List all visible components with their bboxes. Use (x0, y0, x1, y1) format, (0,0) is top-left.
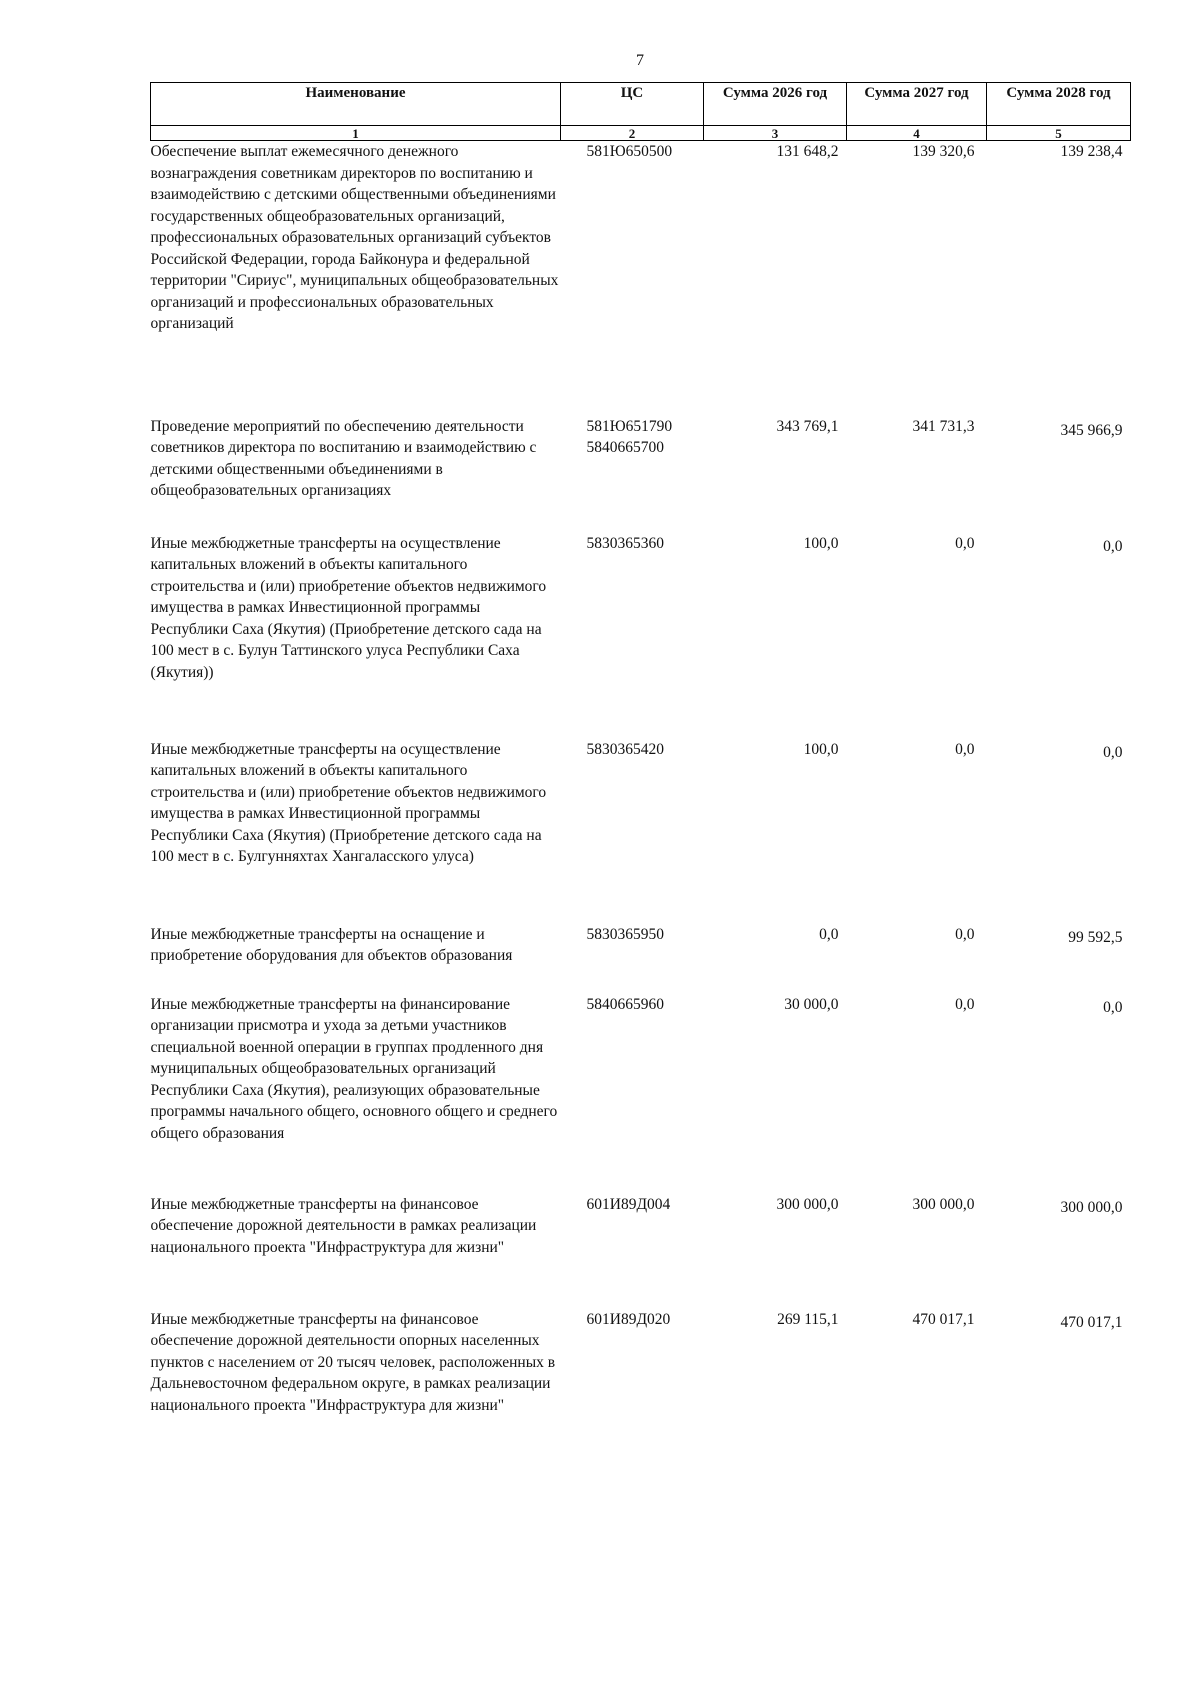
table-row (151, 739, 1131, 924)
row-sum-2026: 0,0 (819, 925, 839, 943)
row-sum-2026: 343 769,1 (776, 417, 839, 435)
column-header-name: Наименование (151, 83, 561, 126)
row-name: Иные межбюджетные трансферты на оснащение и приобретение оборудования для объектов образования (150, 925, 513, 964)
row-cs-code: 581Ю650500 (586, 143, 673, 160)
table-header-row (151, 83, 1131, 126)
row-sum-2027: 139 320,6 (912, 143, 975, 160)
row-cs-code: 601И89Д020 (586, 1310, 671, 1328)
row-name: Иные межбюджетные трансферты на осуществление капитальных вложений в объекты капитального строительства и (или) приобретение объектов недвижимого имущества в рамках Инвестиционной программы Республики Саха (Якутия) (Приобретение детского сада на 100 мест в с. Булун Таттинского улуса Республики Саха (Якутия)) (150, 534, 547, 681)
table-row (151, 924, 1131, 994)
row-name: Иные межбюджетные трансферты на финансирование организации присмотра и ухода за детьми участников специальной военной операции в группах продленного дня муниципальных общеобразовательных организаций Республики Саха (Якутия), реализующих образовательные программы начального общего, основного общего и среднего общего образования (150, 995, 558, 1142)
row-sum-2028: 345 966,9 (1060, 421, 1123, 439)
row-sum-2028: 300 000,0 (1060, 1198, 1123, 1216)
row-sum-2027: 300 000,0 (912, 1195, 975, 1213)
table-row (151, 533, 1131, 739)
column-header-cs: ЦС (561, 83, 704, 126)
row-sum-2026: 100,0 (803, 740, 839, 758)
row-sum-2027: 0,0 (955, 925, 975, 943)
row-cs-code: 5830365360 (586, 534, 664, 552)
budget-table (150, 82, 1131, 1449)
row-cs-code: 601И89Д004 (586, 1195, 671, 1213)
column-header-2028: Сумма 2028 год (987, 83, 1131, 126)
row-sum-2028: 470 017,1 (1060, 1313, 1123, 1331)
column-number: 4 (847, 126, 987, 141)
column-number: 2 (561, 126, 704, 141)
row-cs-code: 5830365950 (586, 925, 664, 943)
column-number: 3 (704, 126, 847, 141)
row-sum-2026: 100,0 (803, 534, 839, 552)
page-number: 7 (636, 52, 644, 69)
table-row (151, 994, 1131, 1194)
table-row (151, 141, 1131, 416)
table-row (151, 416, 1131, 533)
row-name: Обеспечение выплат ежемесячного денежного вознаграждения советникам директоров по воспитанию и взаимодействию с детскими общественными объединениями государственных общеобразовательных организаций, профессиональных образовательных организаций субъектов Российской Федерации, города Байконура и федеральной территории "Сириус", муниципальных общеобразовательных организаций и профессиональных образовательных организаций (150, 143, 559, 332)
table-row (151, 1194, 1131, 1309)
row-sum-2027: 0,0 (955, 995, 975, 1013)
row-sum-2028: 0,0 (1103, 537, 1123, 555)
row-cs-code: 5840665960 (586, 995, 664, 1013)
row-sum-2027: 470 017,1 (912, 1310, 975, 1328)
row-sum-2026: 269 115,1 (777, 1310, 839, 1328)
row-cs-code: 581Ю651790 5840665700 (586, 417, 673, 456)
row-name: Иные межбюджетные трансферты на финансовое обеспечение дорожной деятельности опорных населенных пунктов с населением от 20 тысяч человек, расположенных в Дальневосточном федеральном округе, в рамках реализации национального проекта "Инфраструктура для жизни" (150, 1310, 556, 1414)
row-sum-2026: 300 000,0 (776, 1195, 839, 1213)
row-sum-2028: 0,0 (1103, 743, 1123, 761)
row-sum-2027: 0,0 (955, 740, 975, 758)
row-sum-2028: 0,0 (1103, 998, 1123, 1016)
column-number: 5 (987, 126, 1131, 141)
table-row (151, 1309, 1131, 1449)
column-header-2026: Сумма 2026 год (704, 83, 847, 126)
row-name: Проведение мероприятий по обеспечению деятельности советников директора по воспитанию и взаимодействию с детскими общественными объединениями в общеобразовательных организациях (150, 417, 537, 499)
column-number-row (151, 126, 1131, 141)
row-sum-2028: 139 238,4 (1060, 143, 1123, 160)
row-sum-2028: 99 592,5 (1068, 928, 1123, 946)
row-name: Иные межбюджетные трансферты на финансовое обеспечение дорожной деятельности в рамках реализации национального проекта "Инфраструктура для жизни" (150, 1195, 537, 1256)
row-sum-2027: 0,0 (955, 534, 975, 552)
row-sum-2026: 30 000,0 (784, 995, 839, 1013)
row-name: Иные межбюджетные трансферты на осуществление капитальных вложений в объекты капитального строительства и (или) приобретение объектов недвижимого имущества в рамках Инвестиционной программы Республики Саха (Якутия) (Приобретение детского сада на 100 мест в с. Булгунняхтах Хангаласского улуса) (150, 740, 547, 865)
row-cs-code: 5830365420 (586, 740, 664, 758)
column-header-2027: Сумма 2027 год (847, 83, 987, 126)
row-sum-2026: 131 648,2 (776, 143, 839, 160)
row-sum-2027: 341 731,3 (912, 417, 975, 435)
column-number: 1 (151, 126, 561, 141)
